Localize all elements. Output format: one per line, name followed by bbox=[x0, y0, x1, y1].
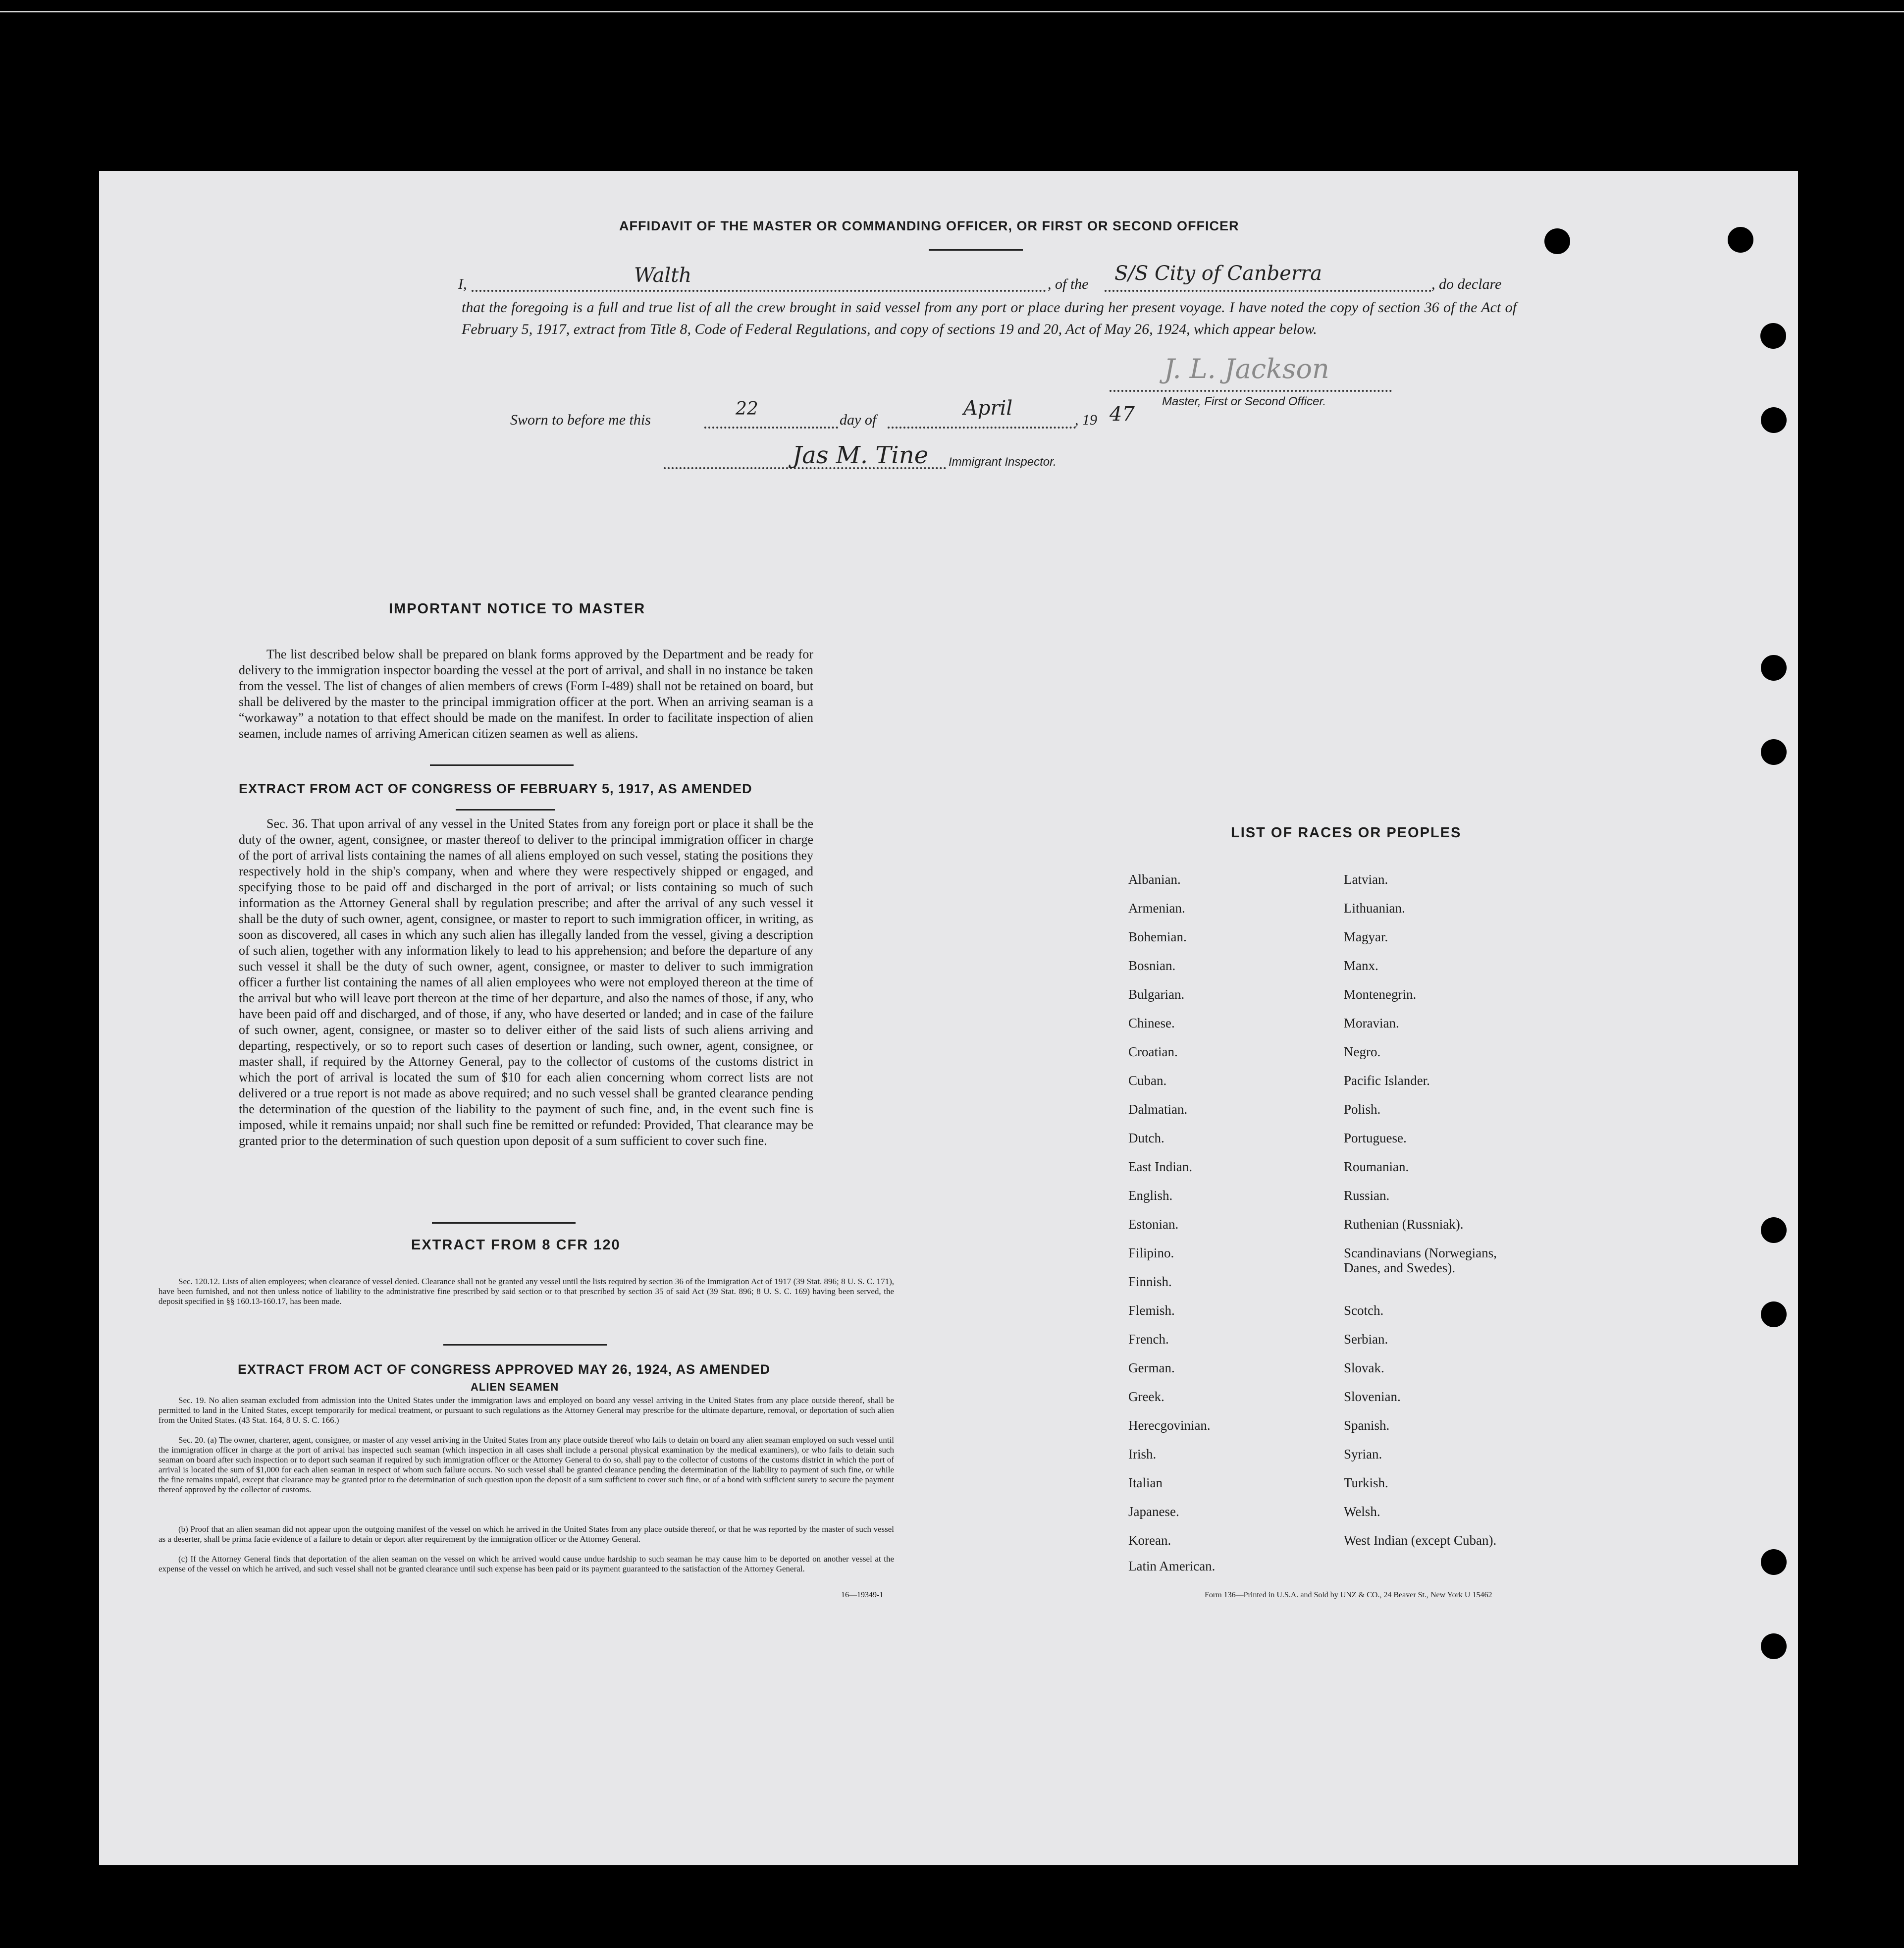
affidavit-body: that the foregoing is a full and true list of all the crew brought in said vessel from any port or place during her present voyage. I have noted the copy of section 36 of the Act of February 5, 1917, extract from Title 8, Code of Federal Regulations, and copy of sections 19 and 20, Act of May 26, 1924, which appear below. bbox=[462, 299, 1517, 337]
form-footer: Form 136—Printed in U.S.A. and Sold by UNZ & CO., 24 Beaver St., New York U 15462 bbox=[1205, 1591, 1492, 1599]
binder-hole bbox=[1761, 407, 1787, 433]
race-right: Negro. bbox=[1344, 1044, 1381, 1059]
race-right: Turkish. bbox=[1344, 1475, 1388, 1490]
race-right: Lithuanian. bbox=[1344, 901, 1405, 916]
race-left: Korean. bbox=[1128, 1533, 1171, 1548]
extract-1917-body: Sec. 36. That upon arrival of any vessel in the United States from any foreign port or place it shall be the duty of the owner, agent, consignee, or master thereof to deliver to the principal immigration officer in charge of the port of arrival lists containing the names of all aliens employed on such vessel, stating the positions they respectively hold in the ship's company, when and where they were respectively shipped or engaged, and specifying those to be paid off and discharged in the port of arrival; or lists containing so much of such information as the Attorney General shall by regulation prescribe; and after the arrival of any such vessel it shall be the duty of such owner, agent, consignee, or master to report to such immigration officer, in writing, as soon as discovered, all cases in which any such alien has illegally landed from the vessel, giving a description of such alien, together with any information likely to lead to his apprehension; and before the departure of any such vessel it shall be the duty of such owner, agent, consignee, or master to deliver to such immigration officer a further list containing the names of all alien employees who were not employed thereon at the time of the arrival but who will leave port thereon at the time of her departure, and also the names of those, if any, who have been paid off and discharged, and of those, if any, who have deserted or landed; and in case of the failure of such owner, agent, consignee, or master so to deliver either of the said lists of such aliens arriving and departing, respectively, or so to report such cases of desertion or landing, such owner, agent, consignee, or master shall, if required by the Attorney General, pay to the collector of customs of the customs district in which the port of arrival is located the sum of $10 for each alien concerning whom correct lists are not delivered or a true report is not made as above required; and no such vessel shall be granted clearance pending the determination of the question of the liability to the payment of such fine, and, in the event such fine is imposed, while it remains unpaid; nor shall such fine be remitted or refunded: Provided, That clearance may be granted prior to the determination of such question upon deposit of a sum sufficient to cover such fine. bbox=[239, 816, 813, 1148]
race-right: Manx. bbox=[1344, 958, 1378, 973]
declarant-name-handwriting: Walth bbox=[634, 264, 692, 287]
race-right: Scotch. bbox=[1344, 1303, 1384, 1318]
inspector-label: Immigrant Inspector. bbox=[949, 455, 1057, 469]
race-right: Montenegrin. bbox=[1344, 987, 1417, 1002]
sworn-day-label: day of bbox=[840, 412, 877, 428]
extract-1924-sec19: Sec. 19. No alien seaman excluded from admission into the United States under the immigration laws and employed on board any vessel arriving in the United States from any place outside thereof, shall be permitted to land in the United States, except temporarily for medical treatment, or pursuant to such regulations as the Attorney General may prescribe for the ultimate departure, removal, or deportation of such alien from the United States. (43 Stat. 164, 8 U. S. C. 166.) bbox=[159, 1396, 894, 1425]
race-right: Magyar. bbox=[1344, 929, 1388, 944]
races-title: LIST OF RACES OR PEOPLES bbox=[1231, 825, 1462, 841]
binder-hole bbox=[1761, 1549, 1787, 1575]
race-right: Scandinavians (Norwegians, Danes, and Swedes). bbox=[1344, 1245, 1497, 1275]
race-right: Portuguese. bbox=[1344, 1131, 1407, 1145]
affidavit-page bbox=[99, 171, 1798, 1865]
sworn-prefix: Sworn to before me this bbox=[510, 412, 651, 428]
race-right: Serbian. bbox=[1344, 1332, 1388, 1347]
extract-1924-sec20b: (b) Proof that an alien seaman did not appear upon the outgoing manifest of the vessel on which he arrived in the United States from any place outside thereof, or that he was reported by the master of such vessel as a deserter, shall be prima facie evidence of a failure to detain or deport after requirement by the immigration officer or the Attorney General. bbox=[159, 1524, 894, 1544]
master-signature: J. L. Jackson bbox=[1164, 353, 1329, 384]
title-divider bbox=[929, 249, 1023, 251]
extract-1924-title: EXTRACT FROM ACT OF CONGRESS APPROVED MAY 26, 1924, AS AMENDED bbox=[238, 1362, 771, 1377]
sworn-month-handwriting: April bbox=[963, 397, 1013, 420]
declarant-name-line bbox=[472, 290, 1046, 292]
race-left: Armenian. bbox=[1128, 901, 1185, 916]
binder-hole bbox=[1761, 739, 1787, 765]
sworn-day-handwriting: 22 bbox=[736, 399, 758, 419]
inspector-signature: Jas M. Tine bbox=[793, 441, 929, 469]
race-right: Syrian. bbox=[1344, 1447, 1382, 1461]
extract-1924-code: 16—19349-1 bbox=[841, 1591, 884, 1599]
master-signature-line bbox=[1110, 390, 1392, 392]
binder-hole bbox=[1761, 1633, 1787, 1659]
race-left: Italian bbox=[1128, 1475, 1163, 1490]
race-left: Finnish. bbox=[1128, 1274, 1172, 1289]
extract-1924-subtitle: ALIEN SEAMEN bbox=[471, 1381, 559, 1393]
race-right: Pacific Islander. bbox=[1344, 1073, 1430, 1088]
race-left: Cuban. bbox=[1128, 1073, 1167, 1088]
race-left: Croatian. bbox=[1128, 1044, 1178, 1059]
race-left: English. bbox=[1128, 1188, 1173, 1203]
vessel-name-line bbox=[1105, 290, 1431, 292]
race-left: East Indian. bbox=[1128, 1159, 1192, 1174]
extract-1917-divider bbox=[456, 809, 555, 811]
notice-title: IMPORTANT NOTICE TO MASTER bbox=[389, 601, 646, 617]
race-right: Slovak. bbox=[1344, 1360, 1384, 1375]
race-right: Ruthenian (Russniak). bbox=[1344, 1217, 1464, 1232]
declare-suffix: , do declare bbox=[1431, 276, 1502, 292]
race-right: Latvian. bbox=[1344, 872, 1388, 887]
race-left: Estonian. bbox=[1128, 1217, 1179, 1232]
race-right: Roumanian. bbox=[1344, 1159, 1409, 1174]
race-left: French. bbox=[1128, 1332, 1169, 1347]
extract-1924-divider bbox=[443, 1344, 607, 1346]
race-left: Bulgarian. bbox=[1128, 987, 1185, 1002]
race-left: Bohemian. bbox=[1128, 929, 1187, 944]
race-left: Dutch. bbox=[1128, 1131, 1164, 1145]
race-left: Albanian. bbox=[1128, 872, 1181, 887]
binder-hole bbox=[1544, 228, 1570, 254]
race-left: Latin American. bbox=[1128, 1559, 1216, 1573]
race-left: Dalmatian. bbox=[1128, 1102, 1188, 1117]
binder-hole bbox=[1761, 655, 1787, 681]
race-left: Japanese. bbox=[1128, 1504, 1179, 1519]
binder-hole bbox=[1728, 227, 1753, 253]
race-right: Spanish. bbox=[1344, 1418, 1390, 1433]
race-left: German. bbox=[1128, 1360, 1175, 1375]
extract-1924-sec20c: (c) If the Attorney General finds that deportation of the alien seaman on the vessel on which he arrived would cause undue hardship to such seaman he may cause him to be deported on another vessel at the expense of the vessel on which he arrived, and such vessel shall not be granted clearance until such expense has been paid or its payment guaranteed to the satisfaction of the Attorney General. bbox=[159, 1554, 894, 1573]
race-right: Moravian. bbox=[1344, 1016, 1399, 1030]
cfr-body: Sec. 120.12. Lists of alien employees; when clearance of vessel denied. Clearance shall not be granted any vessel until the lists required by section 36 of the Immigration Act of 1917 (39 Stat. 896; 8 U. S. C. 171), have been furnished, and not then unless notice of liability to the administrative fine prescribed by said section or to that prescribed by section 35 of said Act (39 Stat. 896; 8 U. S. C. 169) having been served, the deposit specified in §§ 160.13-160.17, has been made. bbox=[159, 1277, 894, 1306]
sworn-month-line bbox=[888, 427, 1076, 429]
cfr-title: EXTRACT FROM 8 CFR 120 bbox=[411, 1237, 621, 1253]
race-left: Chinese. bbox=[1128, 1016, 1175, 1030]
race-left: Irish. bbox=[1128, 1447, 1157, 1461]
notice-body: The list described below shall be prepared on blank forms approved by the Department and be ready for delivery to the immigration inspector boarding the vessel at the port of arrival, and shall in no instance be taken from the vessel. The list of changes of alien members of crews (Form I-489) shall not be retained on board, but shall be delivered by the master to the principal immigration officer at the port. When an arriving seaman is a “workaway” a notation to that effect should be made on the manifest. In order to facilitate inspection of alien seamen, include names of arriving American citizen seamen as well as aliens. bbox=[239, 647, 813, 741]
scanner-top-line bbox=[0, 11, 1904, 12]
extract-1917-title: EXTRACT FROM ACT OF CONGRESS OF FEBRUARY 5, 1917, AS AMENDED bbox=[239, 781, 752, 796]
binder-hole bbox=[1761, 1217, 1787, 1243]
race-left: Flemish. bbox=[1128, 1303, 1175, 1318]
vessel-prefix: , of the bbox=[1048, 276, 1089, 292]
binder-hole bbox=[1761, 1301, 1787, 1327]
race-left: Bosnian. bbox=[1128, 958, 1176, 973]
vessel-name-handwriting: S/S City of Canberra bbox=[1114, 262, 1322, 285]
race-right: Russian. bbox=[1344, 1188, 1390, 1203]
affidavit-title: AFFIDAVIT OF THE MASTER OR COMMANDING OFFICER, OR FIRST OR SECOND OFFICER bbox=[619, 218, 1239, 233]
race-left: Herecgovinian. bbox=[1128, 1418, 1211, 1433]
race-right: Slovenian. bbox=[1344, 1389, 1401, 1404]
cfr-divider-top bbox=[432, 1222, 576, 1224]
binder-hole bbox=[1760, 323, 1786, 349]
extract-1924-sec20a: Sec. 20. (a) The owner, charterer, agent, consignee, or master of any vessel arriving in the United States from any place outside thereof who fails to detain on board any alien seaman employed on such vessel until the immigration officer in charge at the port of arrival has inspected such seaman (which inspection in all cases shall include a personal physical examination by the medical examiners), or who fails to detain such seaman on board after such inspection or to deport such seaman if required by such immigration officer or the Attorney General to do so, shall pay to the collector of customs of the customs district in which the port of arrival is located the sum of $1,000 for each alien seaman in respect of whom such failure occurs. No such vessel shall be granted clearance pending the determination of the liability to payment of such fine, or while the fine remains unpaid, except that clearance may be granted prior to the determination of such question upon the deposit of a sum sufficient to cover such fine, or of a bond with sufficient surety to secure the payment thereof approved by the collector of customs. bbox=[159, 1435, 894, 1494]
notice-divider bbox=[430, 764, 574, 766]
sworn-day-line bbox=[704, 427, 838, 429]
race-right: Welsh. bbox=[1344, 1504, 1380, 1519]
race-right: Polish. bbox=[1344, 1102, 1381, 1117]
race-left: Greek. bbox=[1128, 1389, 1164, 1404]
race-left: Filipino. bbox=[1128, 1245, 1174, 1260]
race-right: West Indian (except Cuban). bbox=[1344, 1533, 1497, 1548]
declarant-prefix: I, bbox=[458, 276, 467, 292]
sworn-year-handwriting: 47 bbox=[1110, 403, 1135, 426]
sworn-year-prefix: , 19 bbox=[1075, 412, 1097, 428]
master-signature-label: Master, First or Second Officer. bbox=[1162, 395, 1326, 408]
